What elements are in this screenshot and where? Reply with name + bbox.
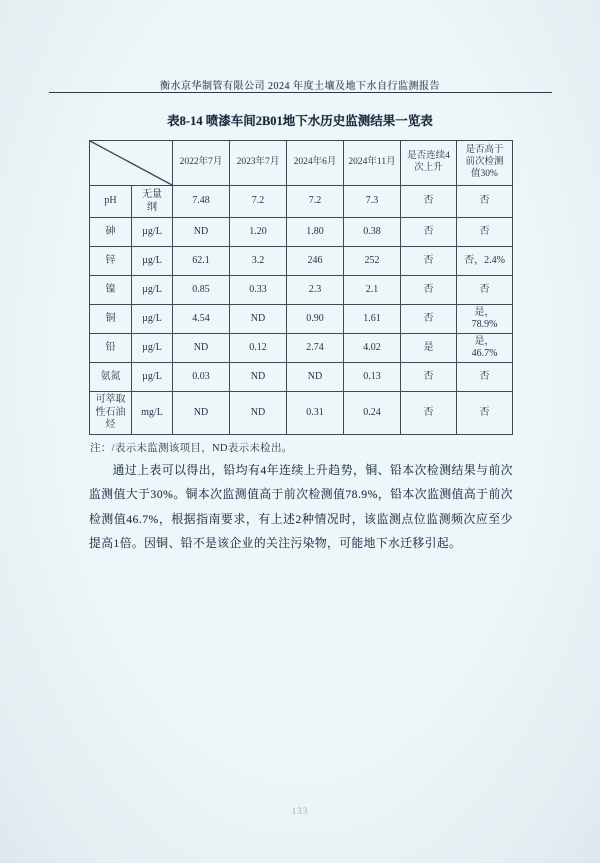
- rise-flag-cell: 否: [401, 218, 457, 247]
- value-cell: ND: [173, 392, 230, 435]
- unit-cell: µg/L: [132, 218, 173, 247]
- exceed-flag-cell: 是，78.9%: [457, 305, 513, 334]
- table-header-row: [90, 141, 513, 186]
- value-cell: ND: [230, 392, 287, 435]
- exceed-flag-cell: 否: [457, 186, 513, 218]
- value-cell: 7.2: [287, 186, 344, 218]
- table-row: [90, 334, 513, 363]
- value-cell: 0.90: [287, 305, 344, 334]
- table-row: [90, 305, 513, 334]
- column-header-exceeds-30pct: 是否高于前次检测值30%: [457, 141, 513, 186]
- unit-cell: µg/L: [132, 247, 173, 276]
- exceed-flag-cell: 否: [457, 218, 513, 247]
- table-row: [90, 392, 513, 435]
- table-title: 表8-14 喷漆车间2B01地下水历史监测结果一览表: [167, 114, 433, 128]
- value-cell: 7.48: [173, 186, 230, 218]
- rise-flag-cell: 是: [401, 334, 457, 363]
- parameter-name-cell: 锌: [90, 247, 132, 276]
- monitoring-results-table: [89, 140, 513, 435]
- value-cell: 4.54: [173, 305, 230, 334]
- rise-flag-cell: 否: [401, 276, 457, 305]
- value-cell: ND: [230, 305, 287, 334]
- table-row: [90, 186, 513, 218]
- parameter-name-cell: 氨氮: [90, 363, 132, 392]
- value-cell: 0.31: [287, 392, 344, 435]
- value-cell: 1.61: [344, 305, 401, 334]
- column-header-2024-06: 2024年6月: [287, 141, 344, 186]
- parameter-name-cell: 铜: [90, 305, 132, 334]
- value-cell: 246: [287, 247, 344, 276]
- value-cell: 3.2: [230, 247, 287, 276]
- exceed-flag-cell: 否: [457, 392, 513, 435]
- body-paragraph: 通过上表可以得出，铅均有4年连续上升趋势，铜、铅本次检测结果与前次监测值大于30%。铜本次监测值高于前次检测值78.9%，铅本次监测值高于前次检测值46.7%，根据指南要求，有上述2种情况时，该监测点位监测频次应至少提高1倍。因铜、铅不是该企业的关注污染物，可能地下水迁移引起。: [89, 463, 513, 550]
- parameter-name-cell: 铅: [90, 334, 132, 363]
- value-cell: ND: [173, 218, 230, 247]
- value-cell: 0.33: [230, 276, 287, 305]
- unit-cell: µg/L: [132, 305, 173, 334]
- unit-cell: 无量纲: [132, 186, 173, 218]
- value-cell: ND: [230, 363, 287, 392]
- unit-cell: µg/L: [132, 334, 173, 363]
- table-row: [90, 363, 513, 392]
- value-cell: 1.80: [287, 218, 344, 247]
- diagonal-header-cell: [90, 141, 173, 186]
- parameter-name-cell: 可萃取性石油烃: [90, 392, 132, 435]
- unit-cell: mg/L: [132, 392, 173, 435]
- parameter-name-cell: 镍: [90, 276, 132, 305]
- rise-flag-cell: 否: [401, 363, 457, 392]
- table-row: [90, 247, 513, 276]
- rise-flag-cell: 否: [401, 186, 457, 218]
- table-note: 注：/表示未监测该项目，ND表示未检出。: [90, 443, 293, 454]
- value-cell: 252: [344, 247, 401, 276]
- value-cell: 4.02: [344, 334, 401, 363]
- rise-flag-cell: 否: [401, 392, 457, 435]
- exceed-flag-cell: 否: [457, 363, 513, 392]
- column-header-consecutive-rise: 是否连续4次上升: [401, 141, 457, 186]
- value-cell: 0.85: [173, 276, 230, 305]
- table-row: [90, 276, 513, 305]
- rise-flag-cell: 否: [401, 247, 457, 276]
- rise-flag-cell: 否: [401, 305, 457, 334]
- value-cell: 7.3: [344, 186, 401, 218]
- column-header-2022-07: 2022年7月: [173, 141, 230, 186]
- parameter-name-cell: pH: [90, 186, 132, 218]
- header-rule: [49, 92, 552, 93]
- value-cell: 0.12: [230, 334, 287, 363]
- diagonal-line-icon: [90, 141, 172, 185]
- value-cell: 2.1: [344, 276, 401, 305]
- value-cell: ND: [173, 334, 230, 363]
- value-cell: 2.74: [287, 334, 344, 363]
- value-cell: 2.3: [287, 276, 344, 305]
- value-cell: 0.38: [344, 218, 401, 247]
- value-cell: 0.24: [344, 392, 401, 435]
- exceed-flag-cell: 是，46.7%: [457, 334, 513, 363]
- table-row: [90, 218, 513, 247]
- exceed-flag-cell: 否，2.4%: [457, 247, 513, 276]
- page-number: 133: [291, 806, 309, 816]
- value-cell: 7.2: [230, 186, 287, 218]
- column-header-2024-11: 2024年11月: [344, 141, 401, 186]
- unit-cell: µg/L: [132, 363, 173, 392]
- parameter-name-cell: 砷: [90, 218, 132, 247]
- running-header: 衡水京华制管有限公司 2024 年度土壤及地下水自行监测报告: [160, 81, 440, 92]
- value-cell: 1.20: [230, 218, 287, 247]
- value-cell: 0.13: [344, 363, 401, 392]
- unit-cell: µg/L: [132, 276, 173, 305]
- value-cell: ND: [287, 363, 344, 392]
- value-cell: 62.1: [173, 247, 230, 276]
- column-header-2023-07: 2023年7月: [230, 141, 287, 186]
- exceed-flag-cell: 否: [457, 276, 513, 305]
- value-cell: 0.03: [173, 363, 230, 392]
